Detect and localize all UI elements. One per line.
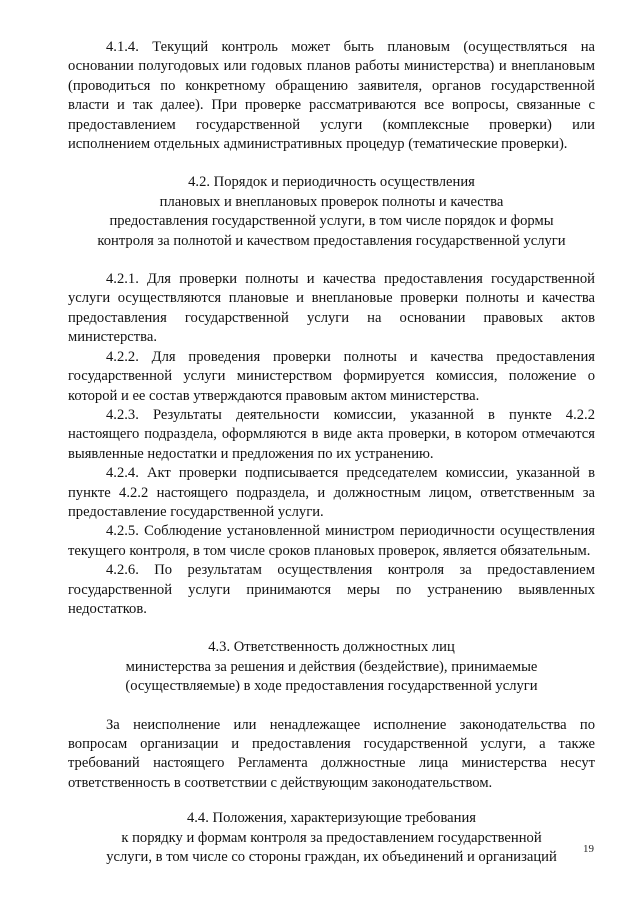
- heading-line: плановых и внеплановых проверок полноты и качества: [159, 193, 504, 210]
- paragraph-4-1-4: 4.1.4. Текущий контроль может быть плановым (осуществляться на основании полугодовых или годовых планов работы министерства) и внеплановым (проводиться по конкретному обращению заявителя, органов государственной власти и так далее). При проверке рассматриваются все вопросы, связанные с предоставлением государственной услуги (комплексные проверки) или исполнением отдельных административных процедур (тематические проверки).: [68, 39, 595, 153]
- paragraph-4-2-1: 4.2.1. Для проверки полноты и качества предоставления государственной услуги осуществляются плановые и внеплановые проверки полноты и качества предоставления государственной услуги на основании правовых актов министерства.: [68, 271, 595, 346]
- paragraph-4-2-4: 4.2.4. Акт проверки подписывается председателем комиссии, указанной в пункте 4.2.2 настоящего подраздела, и должностным лицом, ответственным за предоставление государственной услуги.: [68, 465, 595, 520]
- heading-line: 4.4. Положения, характеризующие требования: [186, 810, 476, 827]
- section-heading-4-2: [68, 173, 595, 251]
- heading-line: министерства за решения и действия (бездействие), принимаемые: [125, 658, 538, 675]
- paragraph-4-2-5: 4.2.5. Соблюдение установленной министром периодичности осуществления текущего контроля, в том числе сроков плановых проверок, является обязательным.: [68, 523, 595, 559]
- heading-line: 4.3. Ответственность должностных лиц: [208, 639, 455, 656]
- heading-line: (осуществляемые) в ходе предоставления государственной услуги: [125, 678, 538, 695]
- heading-line: предоставления государственной услуги, в том числе порядок и формы: [109, 213, 554, 230]
- paragraph-4-2-2: 4.2.2. Для проведения проверки полноты и качества предоставления государственной услуги министерством формируется комиссия, положение о которой и ее состав утверждаются правовым актом министерства.: [68, 348, 595, 404]
- section-heading-4-4: [68, 809, 595, 867]
- paragraph-4-2-6: 4.2.6. По результатам осуществления контроля за предоставлением государственной услуги принимаются меры по устранению выявленных недостатков.: [68, 562, 595, 617]
- page-number: 19: [583, 843, 594, 855]
- document-page: [68, 38, 595, 867]
- heading-line: контроля за полнотой и качеством предоставления государственной услуги: [97, 232, 566, 249]
- heading-line: услуги, в том числе со стороны граждан, их объединений и организаций: [106, 849, 557, 866]
- paragraph-4-3: За неисполнение или ненадлежащее исполнение законодательства по вопросам организации и предоставления государственной услуги, а также требований настоящего Регламента должностные лица министерства несут ответственность в соответствии с действующим законодательством.: [68, 716, 595, 791]
- section-heading-4-3: [68, 638, 595, 696]
- heading-line: к порядку и формам контроля за предоставлением государственной: [121, 829, 542, 846]
- paragraph-4-2-3: 4.2.3. Результаты деятельности комиссии, указанной в пункте 4.2.2 настоящего подраздела, оформляются в виде акта проверки, в котором отмечаются выявленные недостатки и предложения по их устранению.: [68, 406, 595, 462]
- heading-line: 4.2. Порядок и периодичность осуществления: [188, 174, 475, 191]
